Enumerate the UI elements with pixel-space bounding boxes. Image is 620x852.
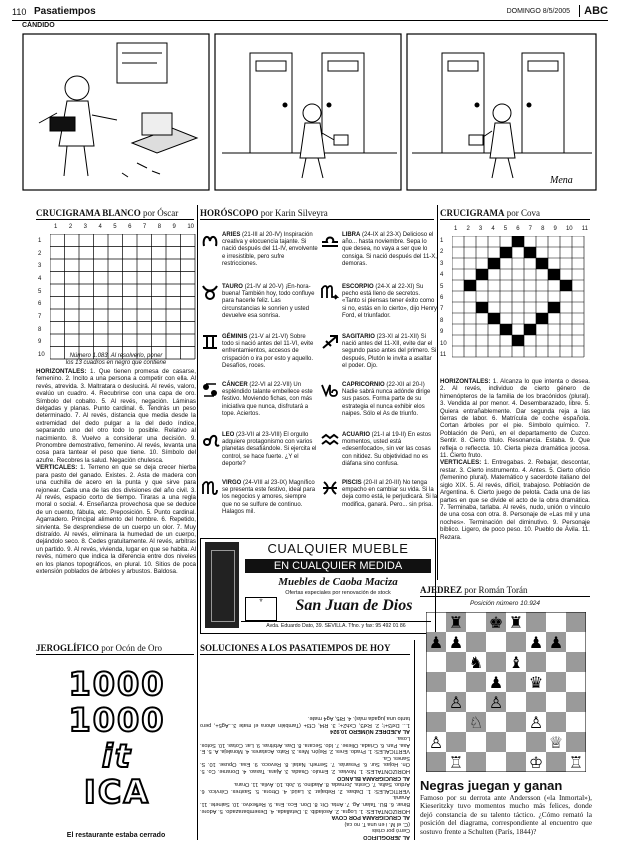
black-queen-icon: ♛ — [528, 673, 544, 692]
ajedrez-title: AJEDREZ por Román Torán — [420, 585, 590, 597]
ad-line-1: CUALQUIER MUEBLE — [267, 541, 409, 556]
dark-square — [466, 632, 486, 652]
abc-logo: ABC — [579, 5, 608, 17]
dark-square — [486, 652, 506, 672]
horoscope-sagitario: SAGITARIO (23-XI al 21-XII) Si nació antes del 11-XII, evite dar el segundo paso antes del primero. Si después, Plutón le invita a asaltar el poder. Ojo. — [320, 334, 438, 370]
dark-square — [546, 672, 566, 692]
acuario-icon — [320, 432, 342, 450]
crucigrama-cova-grid[interactable] — [440, 224, 590, 364]
grid-row-numbers: 1 2 3 4 5 6 7 8 9 10 — [38, 238, 45, 358]
horoscope-acuario: ACUARIO (21-I al 19-II) En estos momentos, usted está «desenfocado», sin ver las cosas con nitidez. Su objetividad no es diáfana sino confusa. — [320, 432, 438, 468]
crucigrama-cova-clues: HORIZONTALES: 1. Alcanza lo que intenta o desea. 2. Al revés, individuo de cierto género de himenópteros de la familia de los bracónidos (plural). 3. Vendida al por menor. 4. Desembarazado, libre. 5. Quiera entrañablemente. Dar segunda reja a las tierras de labor. 6. Matrícula de coche española. Cortan árboles por el pie. Símbolo químico. 7. Población de Perú, en el departamento de Cuzco. Sentir. 8. Cierto título. Resonancia. Estaba. 9. Que refleja o refleccta. 10. Cierta pieza dramática jocosa. 11. Cierto fruto. VERTICALES: 1. Entregabas. 2. Rebajar, descontar, restar. 3. Cierto instrumento. 4. Antes. 5. Cierto oficio (femenino plural). Matemático y sacerdote italiano del siglo XIX. 5. Al revés, difícil, trabajoso. Población de Argentina. 6. Cierto juego de pelota. Cada una de las partes en que se divide el acto de la obra dramática. 7. Terminaba, tarlaba. Al revés, nudo, unión o vínculo de una cosa con otra. 8. Personaje de «Las mil y una noches». Terminación del diminutivo. 9. Personaje bíblico. Ligero, de poco peso. 10. Pueblo de Ávila. 11. Rezara. — [440, 378, 590, 541]
horoscope-capricornio: CAPRICORNIO (22-XII al 20-I) Nadie sabrá nunca adónde dirige sus pasos. Forma parte de su estrategia el nunca exhibir elos naipes. Sólo el As de triunfo. — [320, 382, 438, 418]
geminis-icon — [200, 334, 222, 352]
dark-square — [546, 712, 566, 732]
white-knight-icon: ♘ — [468, 713, 484, 732]
ad-line-3: Muebles de Caoba Maciza — [278, 576, 398, 588]
dark-square — [526, 612, 546, 632]
cova-crossword-grid — [452, 236, 586, 360]
ad-logo-icon: ⚜ — [245, 597, 277, 621]
jeroglifico-line-3: it — [101, 737, 133, 775]
dark-square — [566, 612, 586, 632]
ad-furniture-image — [205, 542, 239, 628]
jeroglifico-title: JEROGLÍFICO por Ocón de Oro — [36, 643, 194, 655]
white-pawn-icon: ♙ — [488, 693, 504, 712]
black-rook-icon: ♜ — [448, 613, 464, 632]
dark-square — [426, 752, 446, 772]
comic-strip — [22, 33, 597, 193]
aries-icon — [200, 232, 222, 250]
ad-line-4: Ofertas especiales por renovación de stock — [285, 590, 391, 596]
white-pawn-icon: ♙ — [448, 693, 464, 712]
white-queen-icon: ♕ — [548, 733, 564, 752]
furniture-advertisement[interactable] — [200, 538, 436, 634]
black-pawn-icon: ♟ — [488, 673, 504, 692]
horoscopo-title: HORÓSCOPO por Karin Silveyra — [200, 208, 434, 220]
comic-signature: Mena — [550, 175, 573, 186]
horoscope-tauro: TAURO (21-IV al 20-V) ¡En-hora-buena! También hoy, todo confluye para hacerle feliz. Las circunstancias le sonríen y usted devuelve esa sonrisa. — [200, 284, 318, 320]
soluciones-body: AL JEROGLÍFICO Cerró por crisis (C. el M. i en una T. no ca) AL CRUCIGRAMA POR COVA HORIZONTALES: 1. Logra. 2. Asoladib. 3. Detallada. 4. Desembarazado. 5. Adore. Binar. 6. BU. Talan. Ag. 7. Anta. Oír. 8. Don. Eco. Era. 9. Reflexivo. 10. Sainete. 11. Ananá. VERTICALES: 1. Dabas. 2. Rebajar. 3. Laúd. 4. Otrora. 5. Sastres. Cérvico. 6. Arduo. Salta. 7. Cesta. Jornada. 8. Aladino. 9. Job. 10. Ávila. 11. Orara. AL CRUCIGRAMA BLANCO HORIZONTALES: 1. Novias. 2. Emulo. Osada. 3. Ajara. Tasao. 4. Dorarse. Co. 5. On. Hojas. Sur. 6. Pesarás. 7. Semeh. Natal. 8. Revoco. 9. Esa. Opuse. 10. S. Sanes. Ca. VERTICALES: 1. Prado. Eres. 2. Rejón. Mes. 3. Rato. Acatares. 4. Moraleja. A. 5. E. Asa. Pan. 6. Criada. Oliese. 7. Ido. Secara. 8. Das. Arbitras. 9. Lar. Cotas. 10. Sotos. Losa. AL AJEDREZ NÚMERO 10.924 1... Dxf3+!; 2. Rxf3, Cxh2+; 3. Rf4, Cf3+ (También ahora el mate 3...Ag5+, pero tanto una jugada más). 4. Rf5, Ag4 mate. — [200, 715, 410, 840]
page-number: 110 — [12, 7, 27, 17]
dark-square — [446, 652, 466, 672]
white-pawn-icon: ♙ — [428, 733, 444, 752]
crucigrama-cova-title: CRUCIGRAMA por Cova — [440, 208, 590, 220]
dark-square — [526, 692, 546, 712]
ajedrez-headline: Negras juegan y ganan — [420, 778, 563, 793]
dark-square — [566, 692, 586, 712]
black-pawn-icon: ♟ — [528, 633, 544, 652]
black-pawn-icon: ♟ — [448, 633, 464, 652]
ajedrez-text: Famoso por su derrota ante Andersson («la Inmortal»), Kieseritzky tuvo momentos mucho más felices, donde dejó constancia de su talento táctico. ¿Cómo remató la posición del diagrama, correspondiente al encuentro que sostuvo frente a Schulten (París, 1844)? — [420, 793, 592, 836]
crucigrama-blanco-clues: HORIZONTALES: 1. Que tienen promesa de casarse, femenino. 2. Incito a una persona a competir con ella. Al revés, atrevida. 3. Maltratara o deslucirá. Al revés, valoro, evalúo un cuadro. 4. Recubrirse con una capa de oro. Símbolo del cobalto. 5. Al revés, negación. Láminas delgadas y planas. Punto cardinal. 6. Tendrás un peso determinado. 7. Al revés, distancia que media desde la extremidad del dedo pulgar a la del dedo índice, separando uno del otro todo lo posible. Relativo al nacimiento. 8. Vuelvo a considerar una decisión. 9. Pronombre demostrativo, femenino. Al revés, levanta una cosa para tantear el peso que tiene. 10. Símbolo del azufre. Recobres la salud. Negación chulesca. VERTICALES: 1. Terreno en que se deja crecer hierba para pasto del ganado. Existes. 2. Asta de madera con una cuchilla de acero en la punta y que sirve para rejonear. Cada una de las dos divisiones del año civil. 3. Al revés, espacio corto de tiempo. Tiraras a una regla moral o social. 4. Enseñanza provechosa que se deduce de un cuento, fábula, etc. Preposición. 5. Punto cardinal. Agarradero. Principal alimento del hombre. 6. Repetido, sirvienta. Se desprendiese de un cuerpo un olor. 7. Muy distraído. Al revés, eliminara la humedad de un cuerpo, dejándolo seco. 8. Cedes gratuitamente. Al revés, arbitras un partido. 9. Al revés, vivienda, lugar en que se habita. Al revés, número que indica la diferencia entre dos niveles en los planos topográficos, en plural. 10. Sitios de poca extensión poblados de árboles y arbustos. Baldosa. — [36, 368, 196, 575]
dark-square — [506, 632, 526, 652]
horoscope-piscis: PISCIS (20-II al 20-III) No tenga empacho en cambiar su vida. Si la deja como está, le perjudicará. Si la modifica, ganará. Pero... sin prisa. — [320, 480, 438, 509]
white-king-icon: ♔ — [528, 753, 544, 772]
jeroglifico-line-1: 1000 — [68, 665, 166, 703]
dark-square — [426, 672, 446, 692]
black-pawn-icon: ♟ — [548, 633, 564, 652]
virgo-icon — [200, 480, 222, 498]
dark-square — [426, 712, 446, 732]
crucigrama-blanco-title: CRUCIGRAMA BLANCO por Óscar — [36, 208, 194, 220]
horoscope-cancer: CÁNCER (22-VI al 22-VII) Un espléndido talante embellece este festivo. Moviendo fichas, con más iniciativa que nunca, disfrutará a tope. Aciertos. — [200, 382, 318, 418]
section-title: Pasatiempos — [34, 6, 96, 17]
white-pawn-icon: ♙ — [528, 713, 544, 732]
ad-brand: San Juan de Dios — [295, 597, 413, 614]
crucigrama-blanco-caption: Número 1.083. Al resolverlo, poner los 13 cuadros en negro que contiene — [65, 353, 167, 366]
jeroglifico-image — [36, 658, 196, 830]
dark-square — [466, 752, 486, 772]
cancer-icon — [200, 382, 222, 400]
soluciones-title: SOLUCIONES A LOS PASATIEMPOS DE HOY — [200, 643, 410, 655]
horoscope-libra: LIBRA (24-IX al 23-X) Delicioso el año... hasta noviembre. Sepa lo que desea, no vaya a ser que lo consiga. Si nació después del 11-X, demoras. — [320, 232, 438, 268]
comic-panel-1 — [39, 43, 197, 177]
header-date: DOMINGO 8/5/2005 — [506, 8, 570, 15]
horoscope-geminis: GÉMINIS (21-V al 21-VI) Sobre todo si nació antes del 11-VI, evite enfrentamientos, accesos de crispación o ira por esto y aquello. Desafíos, roces. — [200, 334, 318, 370]
black-pawn-icon: ♟ — [428, 633, 444, 652]
grid-col-numbers: 1 2 3 4 5 6 7 8 9 10 — [54, 224, 194, 230]
leo-icon — [200, 432, 222, 450]
cova-col-numbers: 1 2 3 4 5 6 7 8 9 10 11 — [454, 226, 588, 232]
dark-square — [506, 672, 526, 692]
comic-label: CÁNDIDO — [22, 22, 55, 29]
piscis-icon — [320, 480, 342, 498]
white-rook-icon: ♖ — [568, 753, 584, 772]
dark-square — [526, 732, 546, 752]
libra-icon — [320, 232, 342, 250]
white-crossword-grid — [50, 234, 196, 360]
black-rook-icon: ♜ — [508, 613, 524, 632]
dark-square — [566, 732, 586, 752]
ajedrez-position-number: Posición número 10.924 — [469, 600, 541, 607]
column-divider — [437, 205, 438, 580]
page-header — [12, 6, 608, 21]
column-divider — [414, 640, 415, 840]
horoscopo-body — [200, 226, 438, 531]
dark-square — [506, 712, 526, 732]
horoscope-aries: ARIES (21-III al 20-IV) Inspiración creativa y elocuencia tajante. Si nació después del 11-IV, envolvente e irresistible, pero sufre restricciones. — [200, 232, 318, 268]
capricornio-icon — [320, 382, 342, 400]
dark-square — [526, 652, 546, 672]
dark-square — [446, 732, 466, 752]
dark-square — [506, 752, 526, 772]
column-divider — [197, 205, 198, 840]
chess-board — [426, 612, 586, 772]
dark-square — [546, 752, 566, 772]
comic-panel-3 — [412, 53, 592, 178]
escorpio-icon — [320, 284, 342, 302]
horoscope-virgo: VIRGO (24-VIII al 23-IX) Magnífico se presenta este festivo, ideal para los negocios y amores, siempre que no se sulfure de continuo. Halagos mil. — [200, 480, 318, 516]
black-king-icon: ♚ — [488, 613, 504, 632]
comic-panel-2 — [222, 53, 397, 178]
sagitario-icon — [320, 334, 342, 352]
dark-square — [486, 732, 506, 752]
jeroglifico-line-4: ICA — [83, 773, 151, 811]
horoscope-leo: LEO (23-VII al 23-VIII) El orgullo adquiere protagonismo con varios planetas desafiándole. Si ejercita el control, se hace fuerte. ¿Y el deporte? — [200, 432, 318, 468]
tauro-icon — [200, 284, 222, 302]
ad-address: Avda. Eduardo Dato, 39. SEVILLA. Tfno. y fax: 95 492 01 86 — [241, 621, 431, 629]
white-rook-icon: ♖ — [448, 753, 464, 772]
dark-square — [466, 672, 486, 692]
jeroglifico-line-2: 1000 — [68, 701, 166, 739]
black-knight-icon: ♞ — [468, 653, 484, 672]
jeroglifico-caption: El restaurante estaba cerrado — [66, 832, 166, 839]
cova-row-numbers: 1 2 3 4 5 6 7 8 9 10 11 — [440, 238, 447, 358]
horoscope-escorpio: ESCORPIO (24-X al 22-XI) Su pecho está lleno de secretos. «Tanto si piensas tener éxito como si no, estás en lo cierto», dijo Henry Ford, el triunfador. — [320, 284, 438, 320]
ad-line-2: EN CUALQUIER MEDIDA — [245, 559, 431, 573]
crucigrama-blanco-grid[interactable] — [36, 224, 196, 358]
black-bishop-icon: ♝ — [508, 653, 524, 672]
dark-square — [566, 652, 586, 672]
